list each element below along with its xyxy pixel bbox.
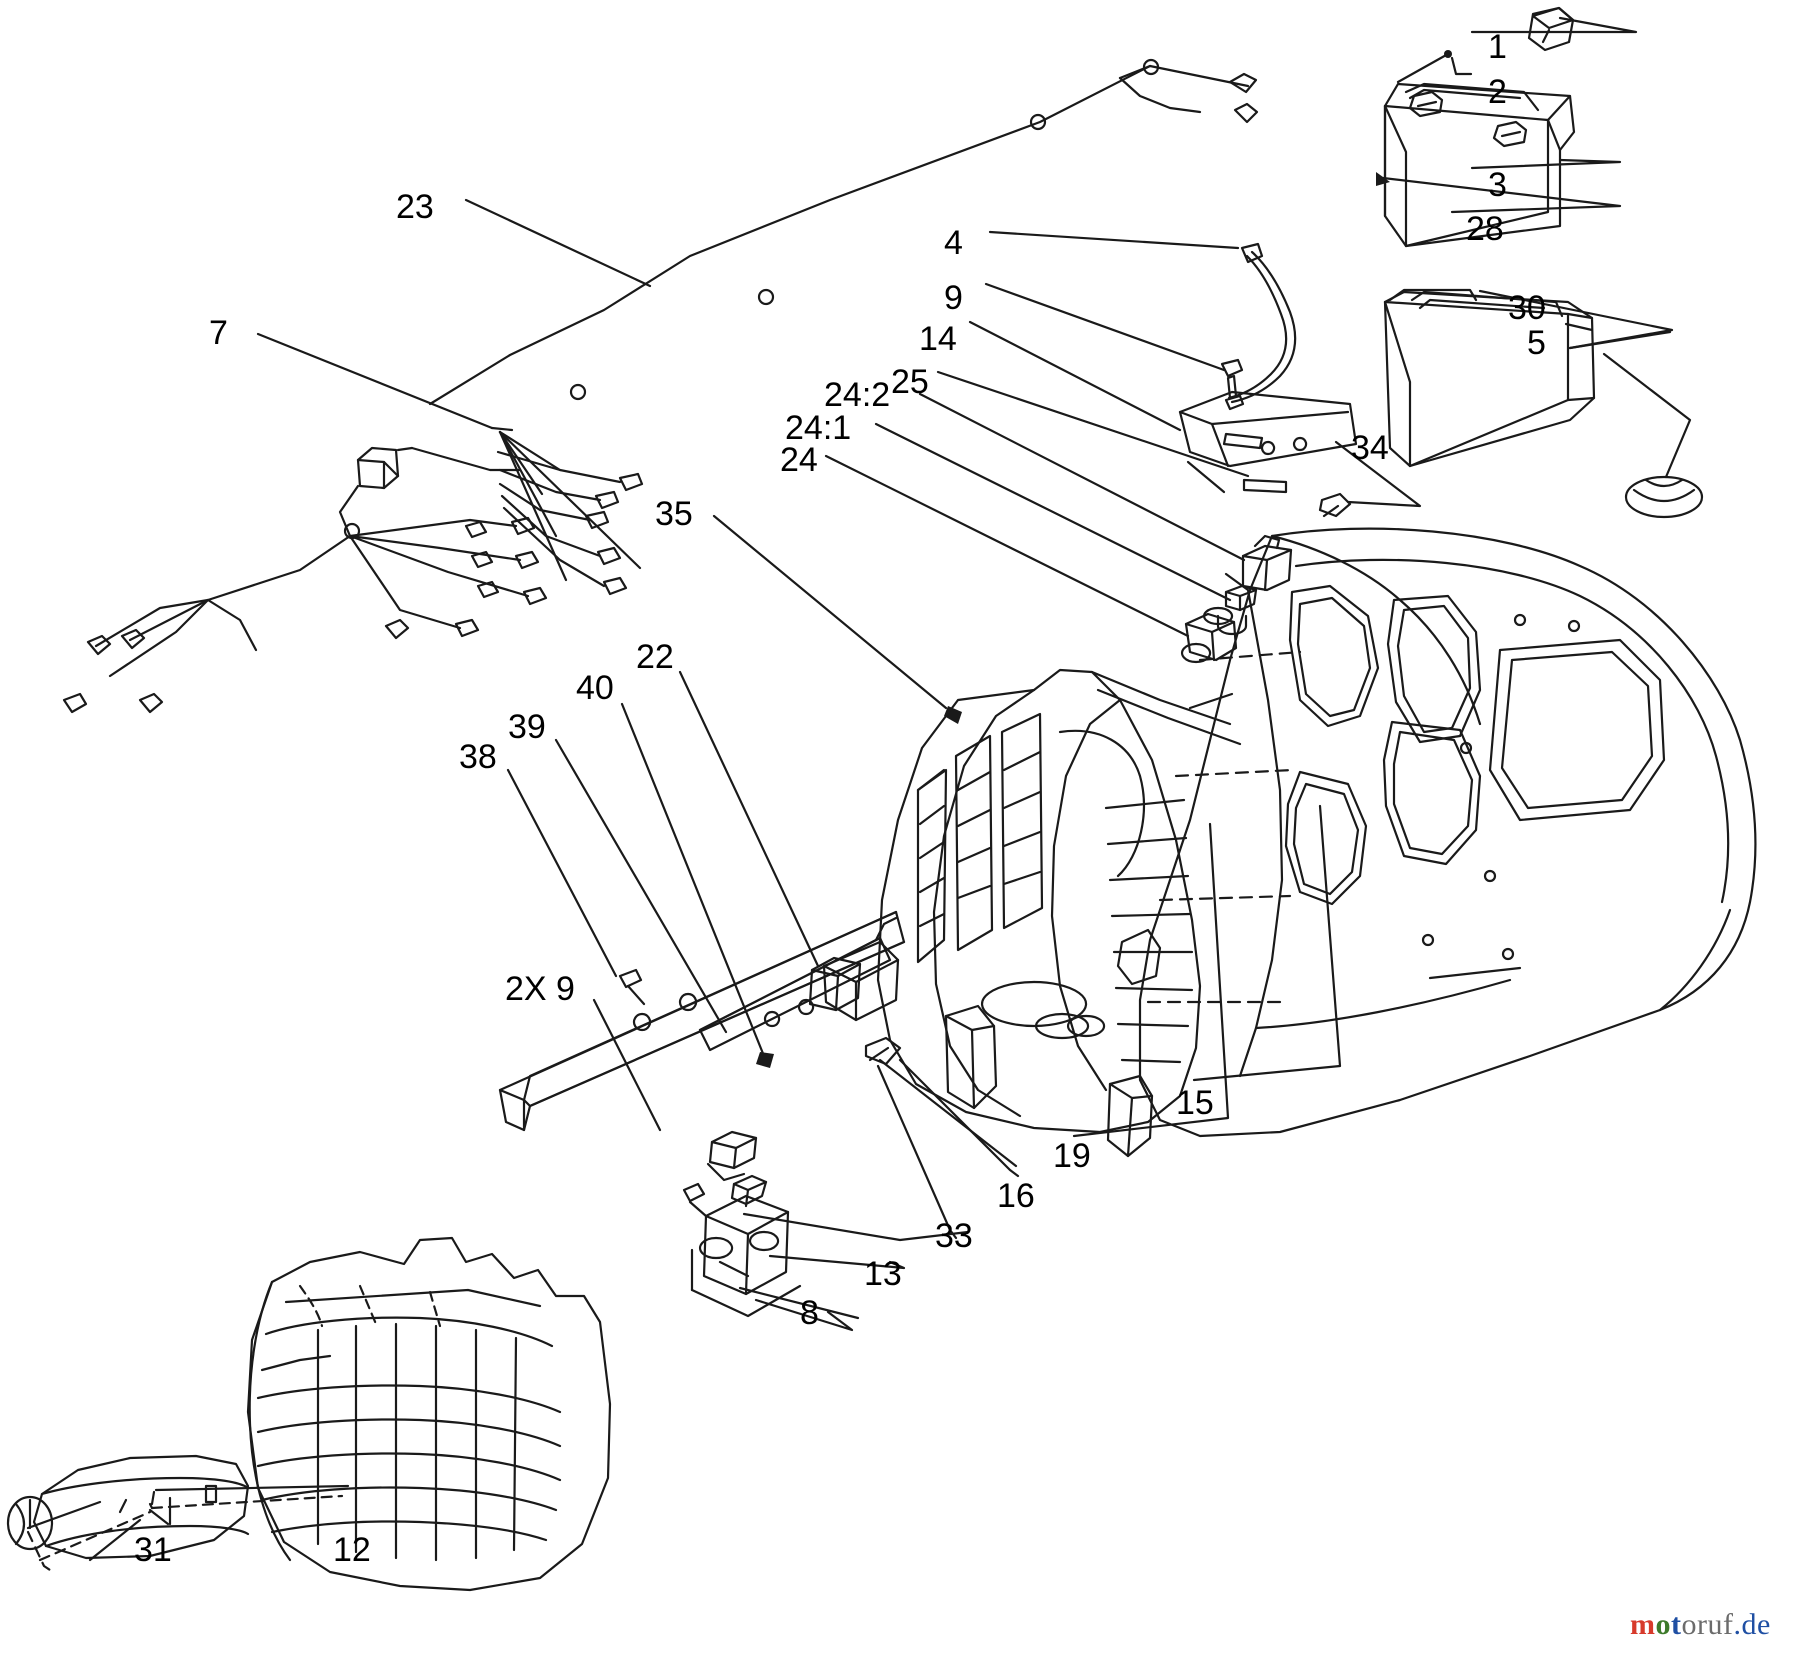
switch-assembly-24 xyxy=(1182,536,1291,662)
callout-38: 38 xyxy=(459,738,497,776)
leader-31-dash xyxy=(28,1532,50,1570)
callout-23: 23 xyxy=(396,188,434,226)
callout-24: 24 xyxy=(780,441,818,479)
callout-34: 34 xyxy=(1351,429,1389,467)
watermark-rest: oruf xyxy=(1681,1608,1734,1641)
bracket-25 xyxy=(1180,392,1356,492)
leader-38 xyxy=(508,770,616,976)
callout-13: 13 xyxy=(864,1255,902,1293)
callout-22: 22 xyxy=(636,638,674,676)
watermark-de: .de xyxy=(1733,1608,1771,1641)
callout-7: 7 xyxy=(209,314,228,352)
callout-2x9: 2X 9 xyxy=(505,970,575,1008)
callout-4: 4 xyxy=(944,224,963,262)
frame-rail xyxy=(500,912,904,1130)
clip-34 xyxy=(1320,494,1350,516)
callout-28: 28 xyxy=(1466,210,1504,248)
cable-4 xyxy=(1229,244,1295,402)
diagonal-rail-22 xyxy=(700,938,890,1050)
callout-31: 31 xyxy=(134,1531,172,1569)
callout-24-2: 24:2 xyxy=(824,376,891,414)
leader-24 xyxy=(826,456,1188,636)
watermark-o: o xyxy=(1655,1608,1671,1641)
wire-harness-7 xyxy=(64,448,642,712)
battery-tray xyxy=(1385,290,1594,466)
callout-3: 3 xyxy=(1488,166,1507,204)
fastener-2x9 xyxy=(684,1184,706,1216)
battery-terminal-cover xyxy=(1529,8,1573,50)
tractor-hood-body xyxy=(1140,529,1755,1136)
leader-9a xyxy=(986,284,1224,370)
leader-24-1 xyxy=(876,424,1230,600)
cap-plug-5 xyxy=(1626,477,1702,517)
leader-22 xyxy=(680,672,818,966)
leader-39 xyxy=(556,740,726,1032)
callout-24-1: 24:1 xyxy=(785,409,852,447)
leader-2 xyxy=(1398,54,1448,82)
callout-9-upper: 9 xyxy=(944,279,963,317)
callout-8: 8 xyxy=(800,1294,819,1332)
clip-16 xyxy=(866,1038,900,1064)
screw-38 xyxy=(620,970,644,1004)
leader-2-tail xyxy=(1452,58,1471,74)
callout-16: 16 xyxy=(997,1177,1035,1215)
callout-30: 30 xyxy=(1508,289,1546,327)
leader-5 xyxy=(1604,354,1690,477)
site-watermark xyxy=(1630,1608,1771,1642)
leader-14 xyxy=(970,322,1180,430)
watermark-t: t xyxy=(1671,1608,1682,1641)
leader-35 xyxy=(714,516,946,708)
leader-15 xyxy=(1194,806,1340,1080)
leader-33 xyxy=(878,1066,956,1238)
callout-39: 39 xyxy=(508,708,546,746)
callout-12: 12 xyxy=(333,1531,371,1569)
watermark-m: m xyxy=(1630,1608,1656,1641)
leader-25 xyxy=(938,372,1248,476)
callout-25: 25 xyxy=(891,363,929,401)
leader-23 xyxy=(466,200,650,286)
hood-cover-12 xyxy=(248,1238,610,1590)
leader-7 xyxy=(258,334,492,428)
callout-35: 35 xyxy=(655,495,693,533)
callout-40: 40 xyxy=(576,669,614,707)
callout-33: 33 xyxy=(935,1217,973,1255)
callout-1: 1 xyxy=(1488,28,1507,66)
callout-2: 2 xyxy=(1488,73,1507,111)
callout-5: 5 xyxy=(1527,324,1546,362)
callout-19: 19 xyxy=(1053,1137,1091,1175)
callout-14: 14 xyxy=(919,320,957,358)
callout-15: 15 xyxy=(1176,1084,1214,1122)
leader-4 xyxy=(990,232,1238,248)
